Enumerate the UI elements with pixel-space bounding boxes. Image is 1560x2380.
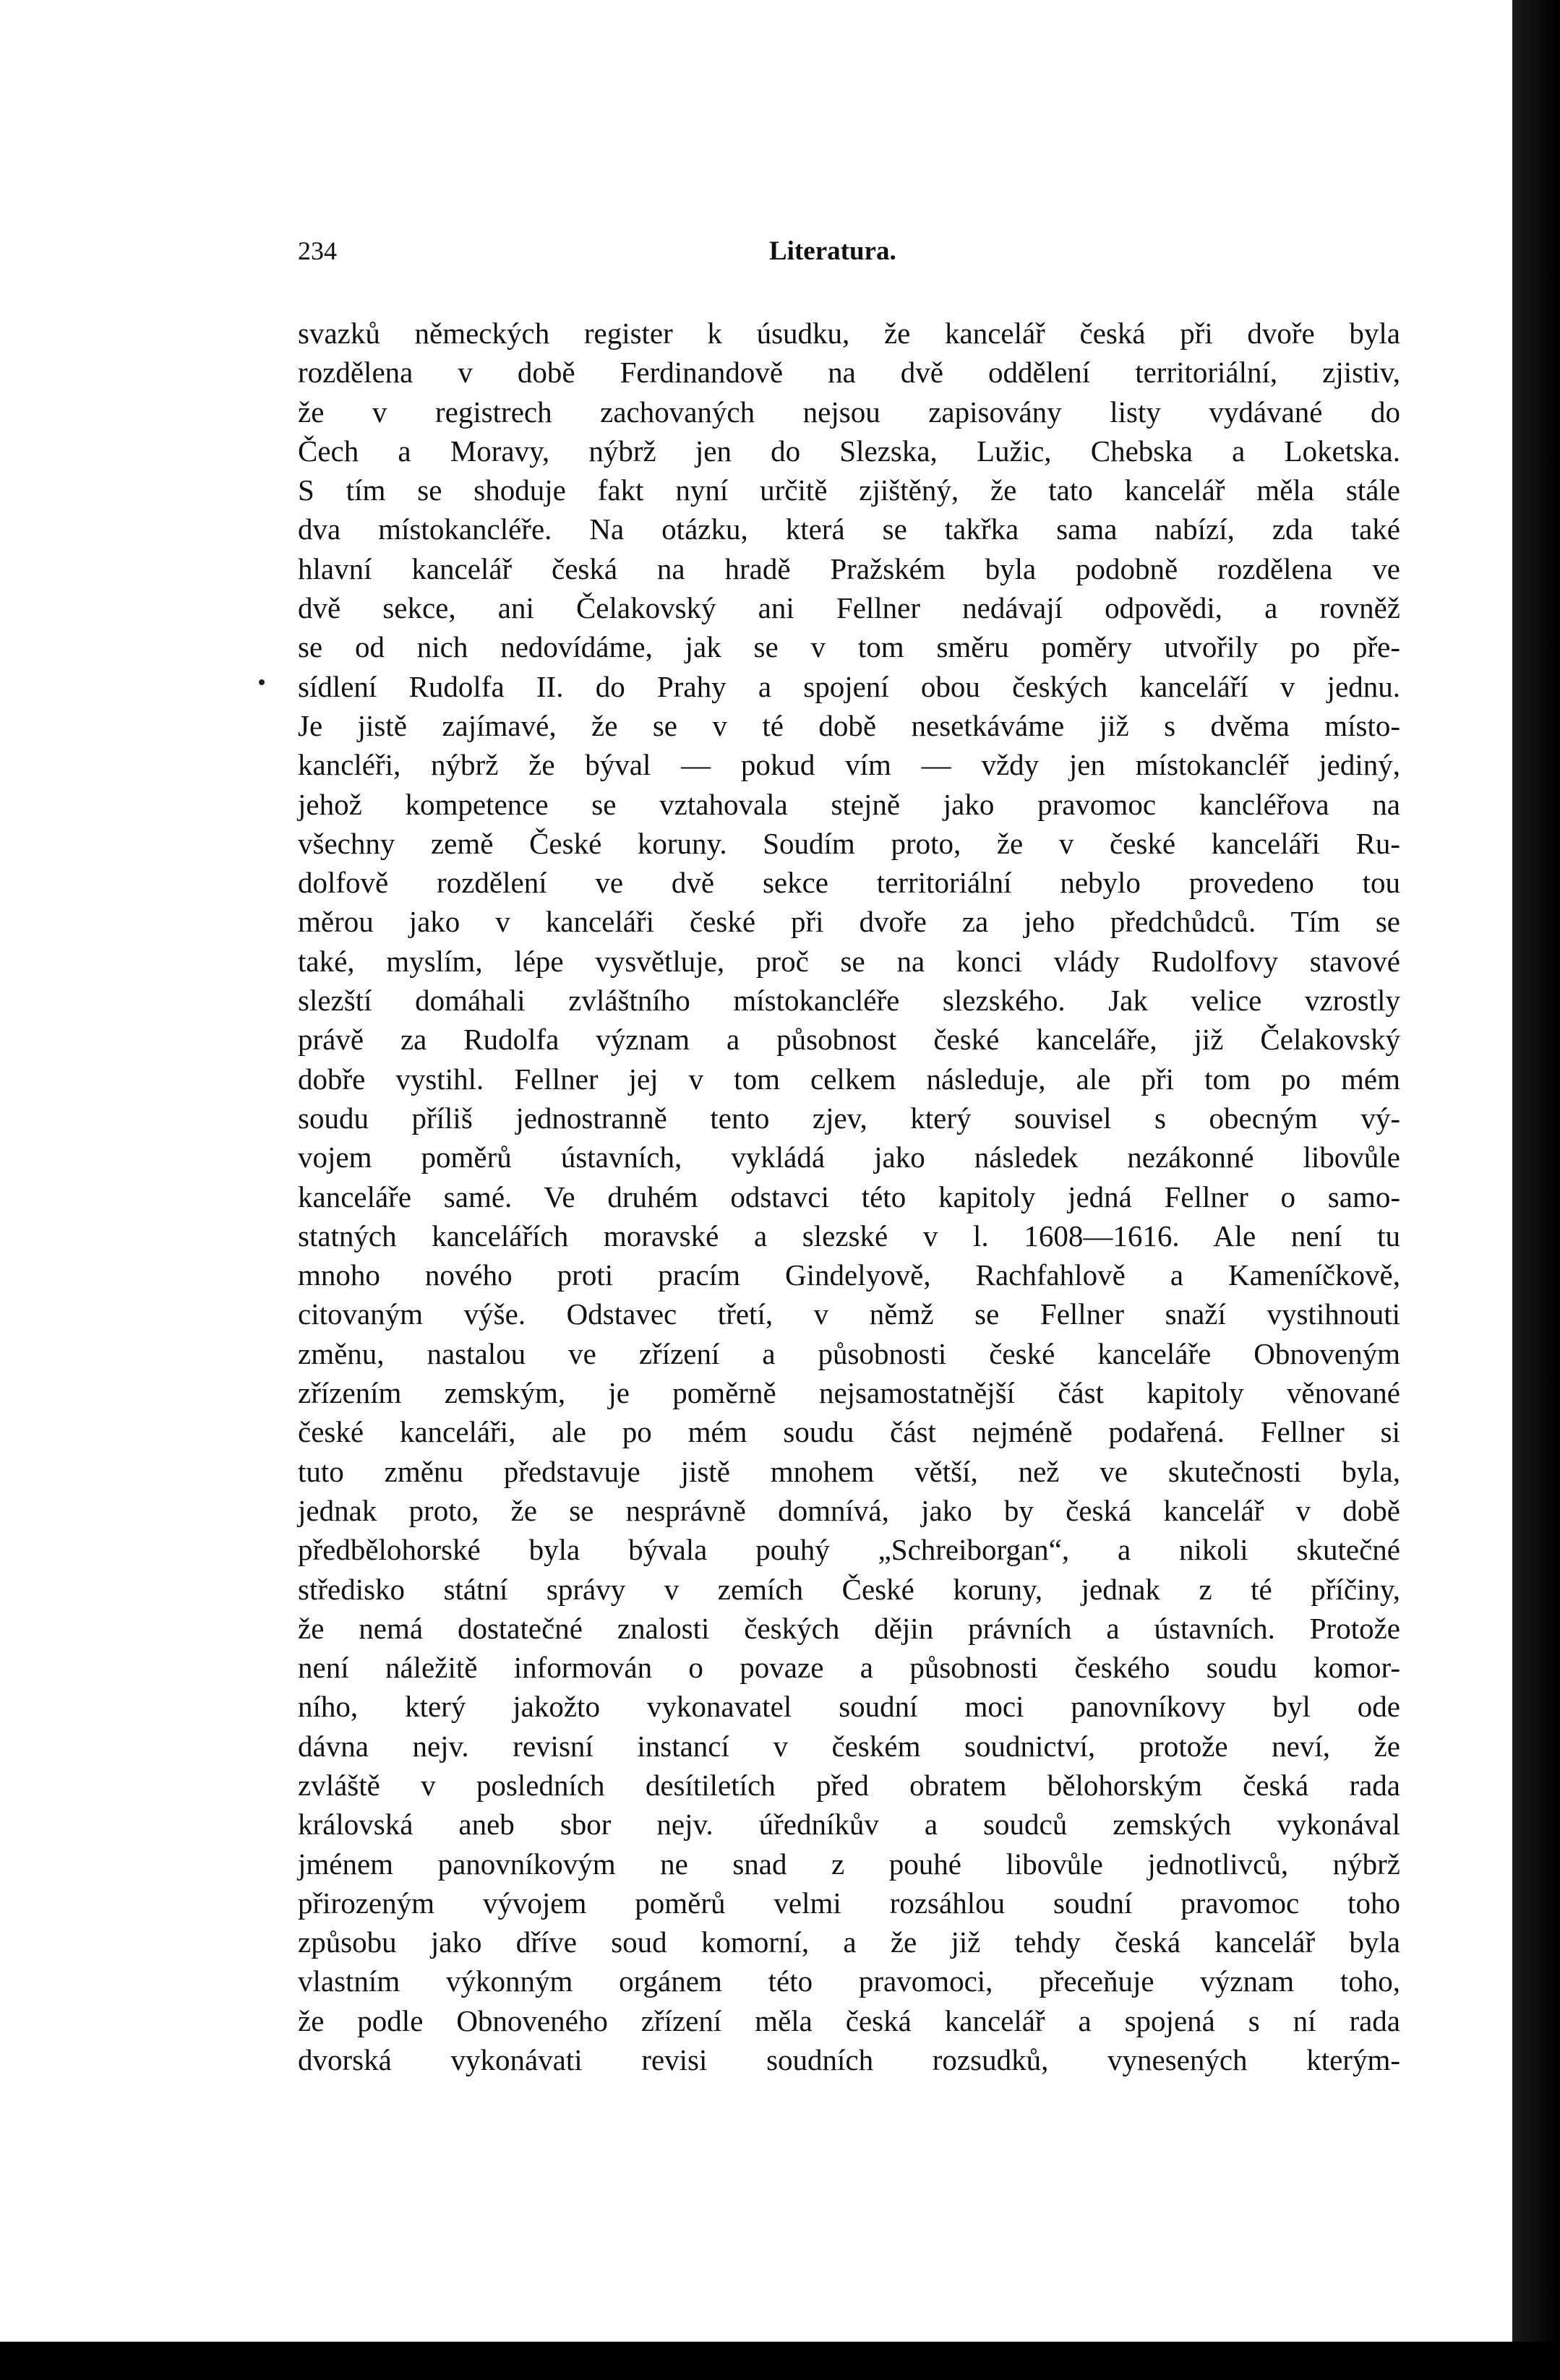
body-text xyxy=(298,314,1400,2079)
text-line: dvě sekce, ani Čelakovský ani Fellner nedávají odpovědi, a rovněž xyxy=(298,591,1400,625)
text-line: že podle Obnoveného zřízení měla česká kancelář a spojená s ní rada xyxy=(298,2003,1400,2037)
page-header xyxy=(298,236,1454,279)
text-line: ního, který jakožto vykonavatel soudní moci panovníkovy byl ode xyxy=(298,1690,1400,1724)
text-line: jednak proto, že se nesprávně domnívá, jako by česká kancelář v době xyxy=(298,1493,1400,1527)
text-line: dolfově rozdělení ve dvě sekce territoriální nebylo provedeno tou xyxy=(298,866,1400,900)
text-line: sídlení Rudolfa II. do Prahy a spojení obou českých kanceláří v jednu. xyxy=(298,669,1400,703)
text-line: citovaným výše. Odstavec třetí, v němž se Fellner snaží vystihnouti xyxy=(298,1297,1400,1331)
text-line: Čech a Moravy, nýbrž jen do Slezska, Lužic, Chebska a Loketska. xyxy=(298,434,1400,468)
text-line: že v registrech zachovaných nejsou zapisovány listy vydávané do xyxy=(298,395,1400,429)
text-line: kancléři, nýbrž že býval — pokud vím — vždy jen místokancléř jediný, xyxy=(298,748,1400,782)
text-line: přirozeným vývojem poměrů velmi rozsáhlou soudní pravomoc toho xyxy=(298,1886,1400,1920)
margin-dot-mark xyxy=(259,679,265,685)
text-line: způsobu jako dříve soud komorní, a že již tehdy česká kancelář byla xyxy=(298,1925,1400,1959)
text-line: zřízením zemským, je poměrně nejsamostatnější část kapitoly věnované xyxy=(298,1376,1400,1410)
text-line: kanceláře samé. Ve druhém odstavci této kapitoly jedná Fellner o samo- xyxy=(298,1180,1400,1213)
text-line: vojem poměrů ústavních, vykládá jako následek nezákonné libovůle xyxy=(298,1140,1400,1174)
page-number: 234 xyxy=(298,236,337,265)
text-line: hlavní kancelář česká na hradě Pražském byla podobně rozdělena ve xyxy=(298,551,1400,585)
text-line: mnoho nového proti pracím Gindelyově, Rachfahlově a Kameníčkově, xyxy=(298,1258,1400,1292)
scan-border-bottom xyxy=(0,2342,1560,2380)
text-line: slezští domáhali zvláštního místokancléře slezského. Jak velice vzrostly xyxy=(298,984,1400,1018)
text-line: statných kancelářích moravské a slezské v l. 1608—1616. Ale není tu xyxy=(298,1219,1400,1253)
text-line: dávna nejv. revisní instancí v českém soudnictví, protože neví, že xyxy=(298,1729,1400,1763)
text-line: dva místokancléře. Na otázku, která se takřka sama nabízí, zda také xyxy=(298,512,1400,546)
text-line: se od nich nedovídáme, jak se v tom směru poměry utvořily po pře- xyxy=(298,630,1400,664)
text-line: předbělohorské byla bývala pouhý „Schreiborgan“, a nikoli skutečné xyxy=(298,1533,1400,1567)
text-line: jehož kompetence se vztahovala stejně jako pravomoc kancléřova na xyxy=(298,787,1400,821)
scan-border-right xyxy=(1512,0,1560,2380)
text-line: změnu, nastalou ve zřízení a působnosti české kanceláře Obnoveným xyxy=(298,1336,1400,1370)
running-title: Literatura. xyxy=(769,236,896,266)
text-line: S tím se shoduje fakt nyní určitě zjištěný, že tato kancelář měla stále xyxy=(298,473,1400,507)
text-line: dvorská vykonávati revisi soudních rozsudků, vynesených kterým- xyxy=(298,2043,1400,2077)
text-line: středisko státní správy v zemích České koruny, jednak z té příčiny, xyxy=(298,1572,1400,1606)
text-line: vlastním výkonným orgánem této pravomoci, přeceňuje význam toho, xyxy=(298,1964,1400,1998)
text-line: jménem panovníkovým ne snad z pouhé libovůle jednotlivců, nýbrž xyxy=(298,1847,1400,1881)
text-line: královská aneb sbor nejv. úředníkův a soudců zemských vykonával xyxy=(298,1808,1400,1842)
text-line: soudu příliš jednostranně tento zjev, který souvisel s obecným vý- xyxy=(298,1101,1400,1135)
text-line: české kanceláři, ale po mém soudu část nejméně podařená. Fellner si xyxy=(298,1415,1400,1449)
text-line: že nemá dostatečné znalosti českých dějin právních a ústavních. Protože xyxy=(298,1611,1400,1645)
text-line: také, myslím, lépe vysvětluje, proč se na konci vlády Rudolfovy stavové xyxy=(298,944,1400,978)
text-line: zvláště v posledních desítiletích před obratem bělohorským česká rada xyxy=(298,1768,1400,1802)
text-line: svazků německých register k úsudku, že kancelář česká při dvoře byla xyxy=(298,317,1400,350)
text-line: dobře vystihl. Fellner jej v tom celkem následuje, ale při tom po mém xyxy=(298,1062,1400,1096)
text-line: právě za Rudolfa význam a působnost české kanceláře, již Čelakovský xyxy=(298,1023,1400,1057)
text-line: není náležitě informován o povaze a působnosti českého soudu komor- xyxy=(298,1651,1400,1685)
text-line: všechny země České koruny. Soudím proto, že v české kanceláři Ru- xyxy=(298,826,1400,860)
text-line: tuto změnu představuje jistě mnohem větší, než ve skutečnosti byla, xyxy=(298,1454,1400,1488)
text-line: rozdělena v době Ferdinandově na dvě oddělení territoriální, zjistiv, xyxy=(298,356,1400,390)
text-line: měrou jako v kanceláři české při dvoře za jeho předchůdců. Tím se xyxy=(298,905,1400,939)
text-line: Je jistě zajímavé, že se v té době nesetkáváme již s dvěma místo- xyxy=(298,708,1400,742)
